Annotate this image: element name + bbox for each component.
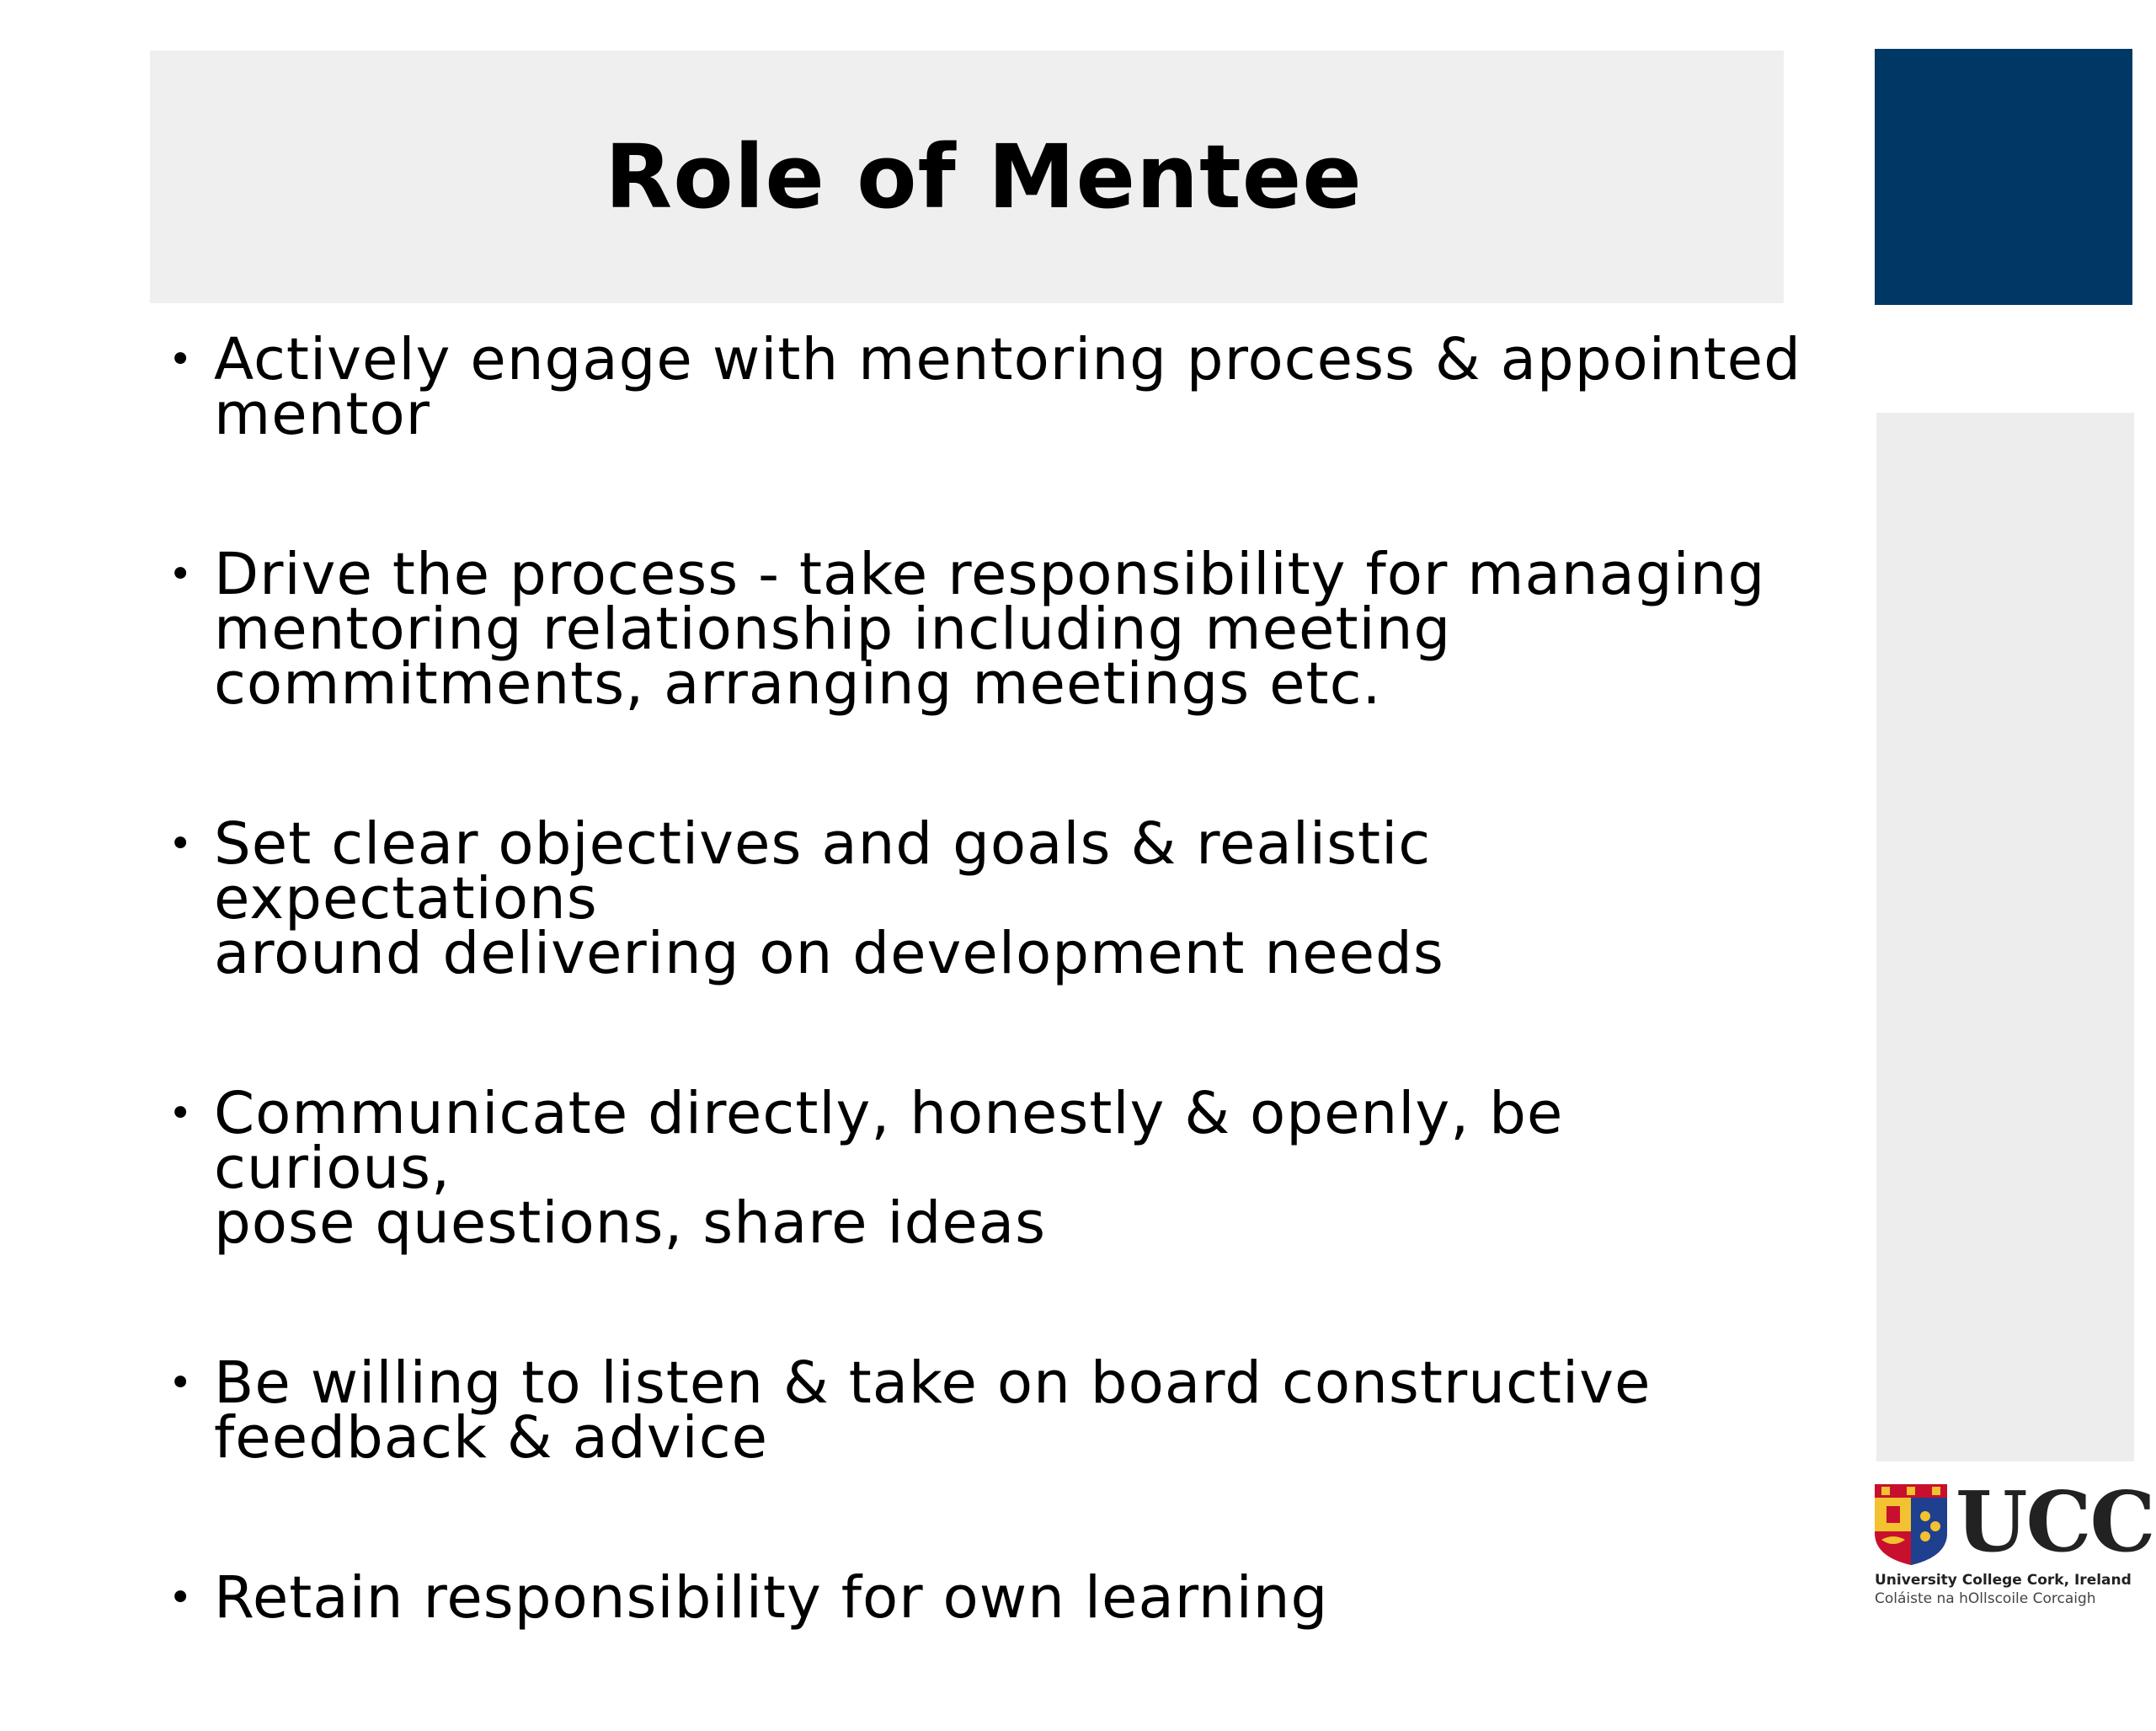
- bullet-line: Communicate directly, honestly & openly, be curious,: [214, 1080, 1564, 1202]
- bullet-item: [168, 1564, 1802, 1632]
- bullet-line: Drive the process - take responsibility for managing: [214, 541, 1766, 608]
- bullet-dot: •: [168, 1090, 194, 1137]
- bullet-dot: •: [168, 551, 194, 598]
- bullet-dot: •: [168, 1360, 194, 1407]
- logo-wordmark: UCC: [1956, 1474, 2154, 1571]
- bullet-line: around delivering on development needs: [214, 920, 1444, 987]
- bullet-item: [168, 1349, 1802, 1472]
- ucc-logo: [1875, 1474, 2154, 1611]
- bullet-line: Set clear objectives and goals & realistic expectations: [214, 810, 1432, 932]
- slide-title: Role of Mentee: [605, 126, 1363, 228]
- bullet-line: pose questions, share ideas: [214, 1189, 1047, 1257]
- logo-university-name: University College Cork, Ireland: [1875, 1572, 2132, 1589]
- bullet-line: feedback & advice: [214, 1404, 769, 1472]
- bullet-line: Actively engage with mentoring process & appointed: [214, 326, 1801, 393]
- bullet-item: [168, 1080, 1802, 1257]
- crest-icon: [1875, 1484, 1947, 1565]
- bullet-item: [168, 541, 1802, 718]
- bullet-dot: •: [168, 1574, 194, 1621]
- bullet-line: mentor: [214, 381, 431, 448]
- bullet-item: [168, 810, 1802, 987]
- bullet-item: [168, 326, 1802, 448]
- bullet-dot: •: [168, 820, 194, 868]
- accent-block: [1875, 49, 2132, 305]
- bullet-line: mentoring relationship including meeting: [214, 596, 1452, 663]
- bullet-line: commitments, arranging meetings etc.: [214, 650, 1382, 718]
- bullet-line: Be willing to listen & take on board constructive: [214, 1349, 1652, 1417]
- bullet-line: Retain responsibility for own learning: [214, 1564, 1329, 1632]
- title-banner: [150, 51, 1784, 303]
- side-panel: [1876, 413, 2134, 1461]
- logo-irish-name: Coláiste na hOllscoile Corcaigh: [1875, 1590, 2096, 1607]
- bullet-list: [168, 326, 1802, 1731]
- bullet-dot: •: [168, 336, 194, 383]
